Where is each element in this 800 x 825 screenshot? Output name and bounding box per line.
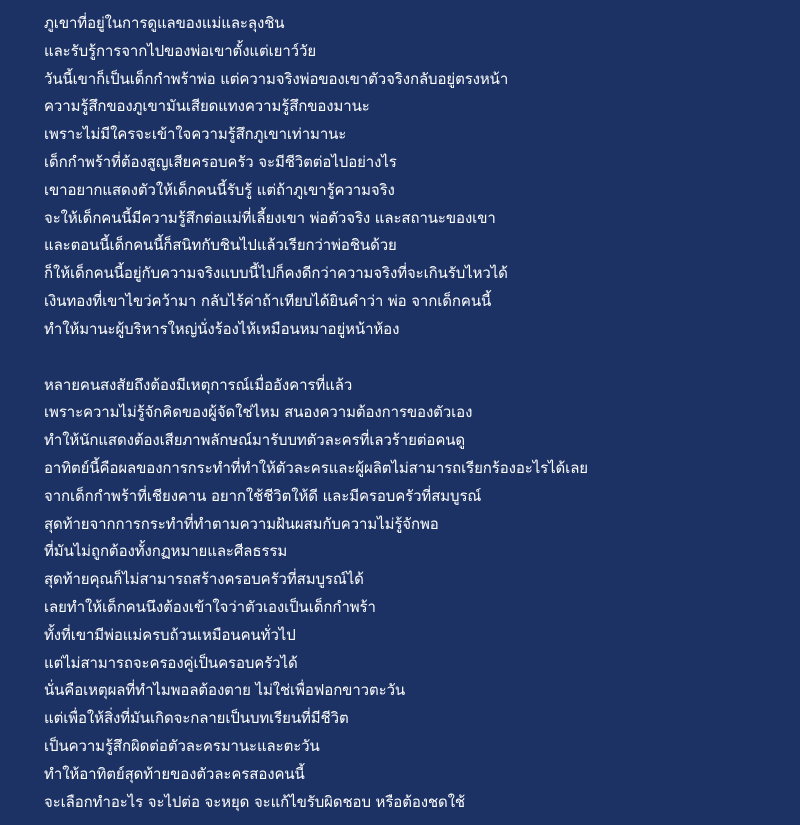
text-line: จะเลือกทำอะไร จะไปต่อ จะหยุด จะแก้ไขรับผิดชอบ หรือต้องชดใช้	[44, 792, 465, 811]
text-line: สุดท้ายจากการกระทำที่ทำตามความฝันผสมกับความไม่รู้จักพอ	[44, 514, 439, 533]
text-line: ที่มันไม่ถูกต้องทั้งกฏหมายและศีลธรรม	[44, 542, 288, 561]
text-line: ภูเขาที่อยู่ในการดูแลของแม่และลุงชิน	[44, 14, 285, 32]
paragraph-2	[44, 372, 784, 817]
text-line: ทำให้นักแสดงต้องเสียภาพลักษณ์มารับบทตัวละครที่เลวร้ายต่อคนดู	[44, 431, 466, 450]
text-line: เพราะไม่มีใครจะเข้าใจความรู้สึกภูเขาเท่ามานะ	[44, 125, 347, 144]
text-line: ความรู้สึกของภูเขามันเสียดแทงความรู้สึกของมานะ	[44, 97, 370, 116]
text-line: เพราะความไม่รู้จักคิดของผู้จัดใช่ไหม สนองความต้องการของตัวเอง	[44, 403, 473, 422]
text-line: เงินทองที่เขาไขว่คว้ามา กลับไร้ค่าถ้าเทียบได้ยินคำว่า พ่อ จากเด็กคนนี้	[44, 291, 492, 310]
text-line: สุดท้ายคุณก็ไม่สามารถสร้างครอบครัวที่สมบูรณ์ได้	[44, 570, 364, 589]
text-line: อาทิตย์นี้คือผลของการกระทำที่ทำให้ตัวละครและผู้ผลิตไม่สามารถเรียกร้องอะไรได้เลย	[44, 458, 588, 477]
text-line: แต่ไม่สามารถจะครองคู่เป็นครอบครัวได้	[44, 653, 298, 672]
text-line: จะให้เด็กคนนี้มีความรู้สึกต่อแม่ที่เลี้ยงเขา พ่อตัวจริง และสถานะของเขา	[44, 208, 496, 227]
text-line: ทำให้มานะผู้บริหารใหญ่นั่งร้องไห้เหมือนหมาอยู่หน้าห้อง	[44, 319, 400, 338]
text-line: แต่เพื่อให้สิ่งที่มันเกิดจะกลายเป็นบทเรียนที่มีชีวิต	[44, 709, 349, 728]
text-block	[44, 10, 784, 816]
text-line: จากเด็กกำพร้าที่เชียงคาน อยากใช้ชีวิตให้ดี และมีครอบครัวที่สมบูรณ์	[44, 486, 482, 505]
paragraph-1	[44, 10, 784, 344]
text-line: หลายคนสงสัยถึงต้องมีเหตุการณ์เมื่ออังคารที่แล้ว	[44, 375, 353, 394]
text-line: ทำให้อาทิตย์สุดท้ายของตัวละครสองคนนี้	[44, 764, 305, 783]
text-line: ทั้งที่เขามีพ่อแม่ครบถ้วนเหมือนคนทั่วไป	[44, 625, 296, 644]
text-line: และตอนนี้เด็กคนนี้ก็สนิทกับชินไปแล้วเรียกว่าพ่อชินด้วย	[44, 236, 397, 255]
text-line: และรับรู้การจากไปของพ่อเขาตั้งแต่เยาว์วัย	[44, 41, 317, 60]
text-line: เด็กกำพร้าที่ต้องสูญเสียครอบครัว จะมีชีวิตต่อไปอย่างไร	[44, 152, 397, 171]
text-line: ก็ให้เด็กคนนี้อยู่กับความจริงแบบนี้ไปก็คงดีกว่าความจริงที่จะเกินรับไหวได้	[44, 264, 508, 283]
text-line: เลยทำให้เด็กคนนึงต้องเข้าใจว่าตัวเองเป็นเด็กกำพร้า	[44, 597, 376, 616]
text-line: นั่นคือเหตุผลที่ทำไมพอลต้องตาย ไม่ใช่เพื่อฟอกขาวตะวัน	[44, 681, 406, 700]
text-line: เขาอยากแสดงตัวให้เด็กคนนี้รับรู้ แต่ถ้าภูเขารู้ความจริง	[44, 180, 395, 199]
text-line: เป็นความรู้สึกผิดต่อตัวละครมานะและตะวัน	[44, 736, 320, 755]
text-line: วันนี้เขาก็เป็นเด็กกำพร้าพ่อ แต่ความจริงพ่อของเขาตัวจริงกลับอยู่ตรงหน้า	[44, 69, 509, 88]
